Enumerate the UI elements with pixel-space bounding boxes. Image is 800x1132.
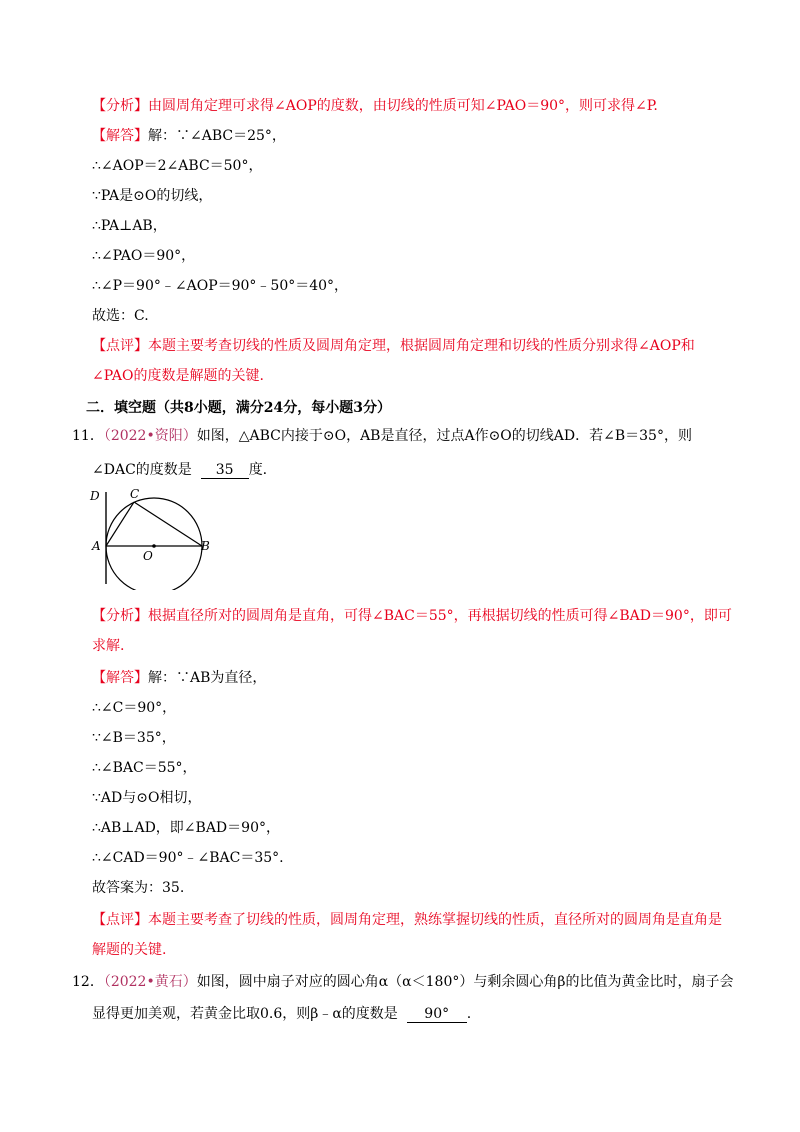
chord-ac xyxy=(106,502,134,546)
question-text: 显得更加美观，若黄金比取0.6，则β﹣α的度数是 xyxy=(92,1006,398,1022)
question-11-line-2 xyxy=(92,460,267,480)
analysis-11-line-1: 【分析】根据直径所对的圆周角是直角，可得∠BAC＝55°，再根据切线的性质可得∠BAD＝90°，即可 xyxy=(92,608,732,624)
question-source: （2022•黄石） xyxy=(103,974,197,990)
answer-blank: 90° xyxy=(407,1006,467,1023)
solution-11-line-6: ∴AB⊥AD，即∠BAD＝90°， xyxy=(92,820,280,836)
answer-blank: 35 xyxy=(201,462,249,479)
chord-cb xyxy=(134,502,202,546)
label-c: C xyxy=(130,487,140,501)
solution-11-line-5: ∵AD与⊙O相切， xyxy=(92,790,202,806)
solution-11-line-2: ∴∠C＝90°， xyxy=(92,700,177,716)
solution-line-2: ∴∠AOP＝2∠ABC＝50°， xyxy=(92,158,263,174)
solution-11-line-3: ∵∠B＝35°， xyxy=(92,730,176,746)
question-number: 12． xyxy=(72,974,104,990)
analysis-11-line-2: 求解. xyxy=(92,638,125,654)
solution-text: 解：∵∠ABC＝25°， xyxy=(148,128,286,144)
solution-line-3: ∵PA是⊙O的切线， xyxy=(92,188,213,204)
question-12-line-2 xyxy=(92,1004,471,1024)
label-b: B xyxy=(201,539,210,553)
question-text: 度. xyxy=(248,462,268,478)
solution-text: 解：∵AB为直径， xyxy=(148,670,267,686)
label-a: A xyxy=(92,539,101,553)
solution-tag: 【解答】 xyxy=(92,128,148,144)
solution-line-7: 故选：C. xyxy=(92,308,149,324)
question-11-line-1 xyxy=(72,426,692,446)
solution-tag: 【解答】 xyxy=(92,670,148,686)
question-text: . xyxy=(466,1006,472,1022)
solution-line-4: ∴PA⊥AB， xyxy=(92,218,167,234)
solution-line-6: ∴∠P＝90°﹣∠AOP＝90°﹣50°＝40°， xyxy=(92,278,349,294)
comment-11-line-1: 【点评】本题主要考查了切线的性质，圆周角定理，熟练掌握切线的性质，直径所对的圆周角是直角是 xyxy=(92,912,722,928)
comment-11-line-2: 解题的关键. xyxy=(92,942,167,958)
question-text: 如图，△ABC内接于⊙O，AB是直径，过点A作⊙O的切线AD．若∠B＝35°，则 xyxy=(196,428,692,444)
question-12-line-1 xyxy=(72,972,733,992)
label-o: O xyxy=(143,549,153,563)
question-text: ∠DAC的度数是 xyxy=(92,462,192,478)
comment-line-1: 【点评】本题主要考查切线的性质及圆周角定理，根据圆周角定理和切线的性质分别求得∠AOP和 xyxy=(92,338,695,354)
question-source: （2022•资阳） xyxy=(103,428,197,444)
section-heading: 二．填空题（共8小题，满分24分，每小题3分） xyxy=(86,400,391,416)
solution-11-line-7: ∴∠CAD＝90°﹣∠BAC＝35°. xyxy=(92,850,284,866)
solution-line-1 xyxy=(92,126,286,146)
label-d: D xyxy=(90,489,100,503)
solution-11-line-1 xyxy=(92,668,266,688)
question-text: 如图，圆中扇子对应的圆心角α（α＜180°）与剩余圆心角β的比值为黄金比时，扇子会 xyxy=(196,974,734,990)
analysis-line-1: 【分析】由圆周角定理可求得∠AOP的度数，由切线的性质可知∠PAO＝90°，则可求得∠P. xyxy=(92,98,658,114)
question-number: 11． xyxy=(72,428,104,444)
circle-o xyxy=(106,498,202,590)
solution-line-5: ∴∠PAO＝90°， xyxy=(92,248,196,264)
comment-line-2: ∠PAO的度数是解题的关键. xyxy=(92,368,264,384)
circle-tangent-figure xyxy=(88,486,224,590)
center-point xyxy=(152,544,156,548)
solution-11-line-8: 故答案为：35. xyxy=(92,880,185,896)
solution-11-line-4: ∴∠BAC＝55°， xyxy=(92,760,197,776)
